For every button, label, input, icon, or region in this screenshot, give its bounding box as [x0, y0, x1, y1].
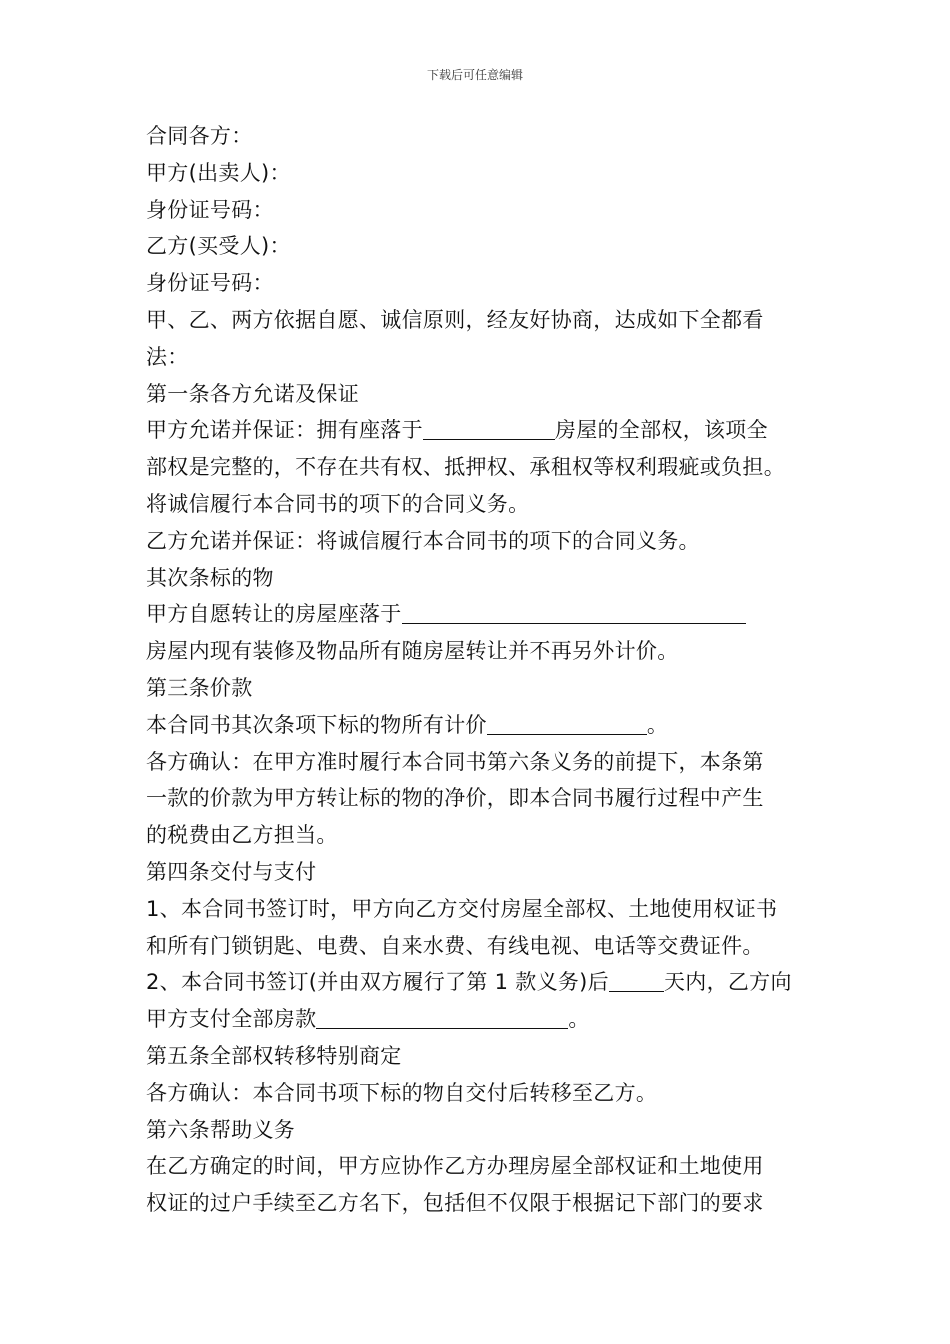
paragraph-line — [146, 707, 826, 744]
line-text: 甲方允诺并保证：拥有座落于 — [146, 418, 423, 443]
section-heading: 第六条帮助义务 — [146, 1117, 296, 1142]
line-text: 本合同书其次条项下标的物所有计价 — [146, 712, 487, 737]
days-blank — [609, 969, 664, 992]
section-heading: 第五条全部权转移特别商定 — [146, 1043, 402, 1068]
paragraph-line: 权证的过户手续至乙方名下，包括但不仅限于根据记下部门的要求 — [146, 1191, 764, 1216]
paragraph-line: 的税费由乙方担当。 — [146, 823, 338, 848]
paragraph-line: 一款的价款为甲方转让标的物的净价，即本合同书履行过程中产生 — [146, 786, 764, 811]
paragraph-line: 甲方(出卖人)： — [146, 160, 291, 185]
line-text: 2、本合同书签订(并由双方履行了第 1 款义务)后 — [146, 970, 609, 995]
location-blank — [423, 417, 555, 440]
paragraph-line: 1、本合同书签订时，甲方向乙方交付房屋全部权、土地使用权证书 — [146, 896, 778, 921]
paragraph-line: 各方确认：在甲方准时履行本合同书第六条义务的前提下，本条第 — [146, 749, 764, 774]
paragraph-line: 房屋内现有装修及物品所有随房屋转让并不再另外计价。 — [146, 639, 679, 664]
section-heading: 第四条交付与支付 — [146, 859, 317, 884]
paragraph-line: 身份证号码： — [146, 197, 274, 222]
line-text: 甲方支付全部房款 — [146, 1007, 317, 1032]
paragraph-line: 甲、乙、两方依据自愿、诚信原则，经友好协商，达成如下全都看 — [146, 307, 764, 332]
paragraph-line: 合同各方： — [146, 124, 253, 148]
line-text: 房屋的全部权，该项全 — [554, 418, 768, 443]
paragraph-line: 乙方(买受人)： — [146, 234, 291, 259]
line-text: 天内，乙方向 — [663, 970, 792, 995]
paragraph-line: 部权是完整的，不存在共有权、抵押权、承租权等权利瑕疵或负担。 — [146, 455, 785, 480]
section-heading: 其次条标的物 — [146, 565, 274, 590]
paragraph-line: 乙方允诺并保证：将诚信履行本合同书的项下的合同义务。 — [146, 528, 700, 553]
paragraph-line: 各方确认：本合同书项下标的物自交付后转移至乙方。 — [146, 1080, 658, 1105]
paragraph-line — [146, 412, 826, 449]
paragraph-line — [146, 596, 826, 633]
contract-body — [146, 118, 826, 1222]
line-text: 。 — [646, 712, 669, 737]
paragraph-line: 身份证号码： — [146, 271, 274, 296]
section-heading: 第一条各方允诺及保证 — [146, 381, 359, 406]
header-note: 下载后可任意编辑 — [426, 68, 523, 82]
paragraph-line: 将诚信履行本合同书的项下的合同义务。 — [146, 491, 530, 516]
paragraph-line — [146, 1001, 826, 1038]
paragraph-line — [146, 964, 826, 1001]
paragraph-line: 法： — [146, 344, 189, 369]
paragraph-line: 在乙方确定的时间，甲方应协作乙方办理房屋全部权证和土地使用 — [146, 1154, 764, 1179]
payment-blank — [316, 1006, 568, 1029]
line-text: 。 — [568, 1007, 590, 1032]
line-text: 甲方自愿转让的房屋座落于 — [146, 602, 402, 627]
section-heading: 第三条价款 — [146, 675, 253, 700]
price-blank — [487, 712, 647, 735]
paragraph-line: 和所有门锁钥匙、电费、自来水费、有线电视、电话等交费证件。 — [146, 933, 764, 958]
address-blank — [402, 601, 746, 624]
